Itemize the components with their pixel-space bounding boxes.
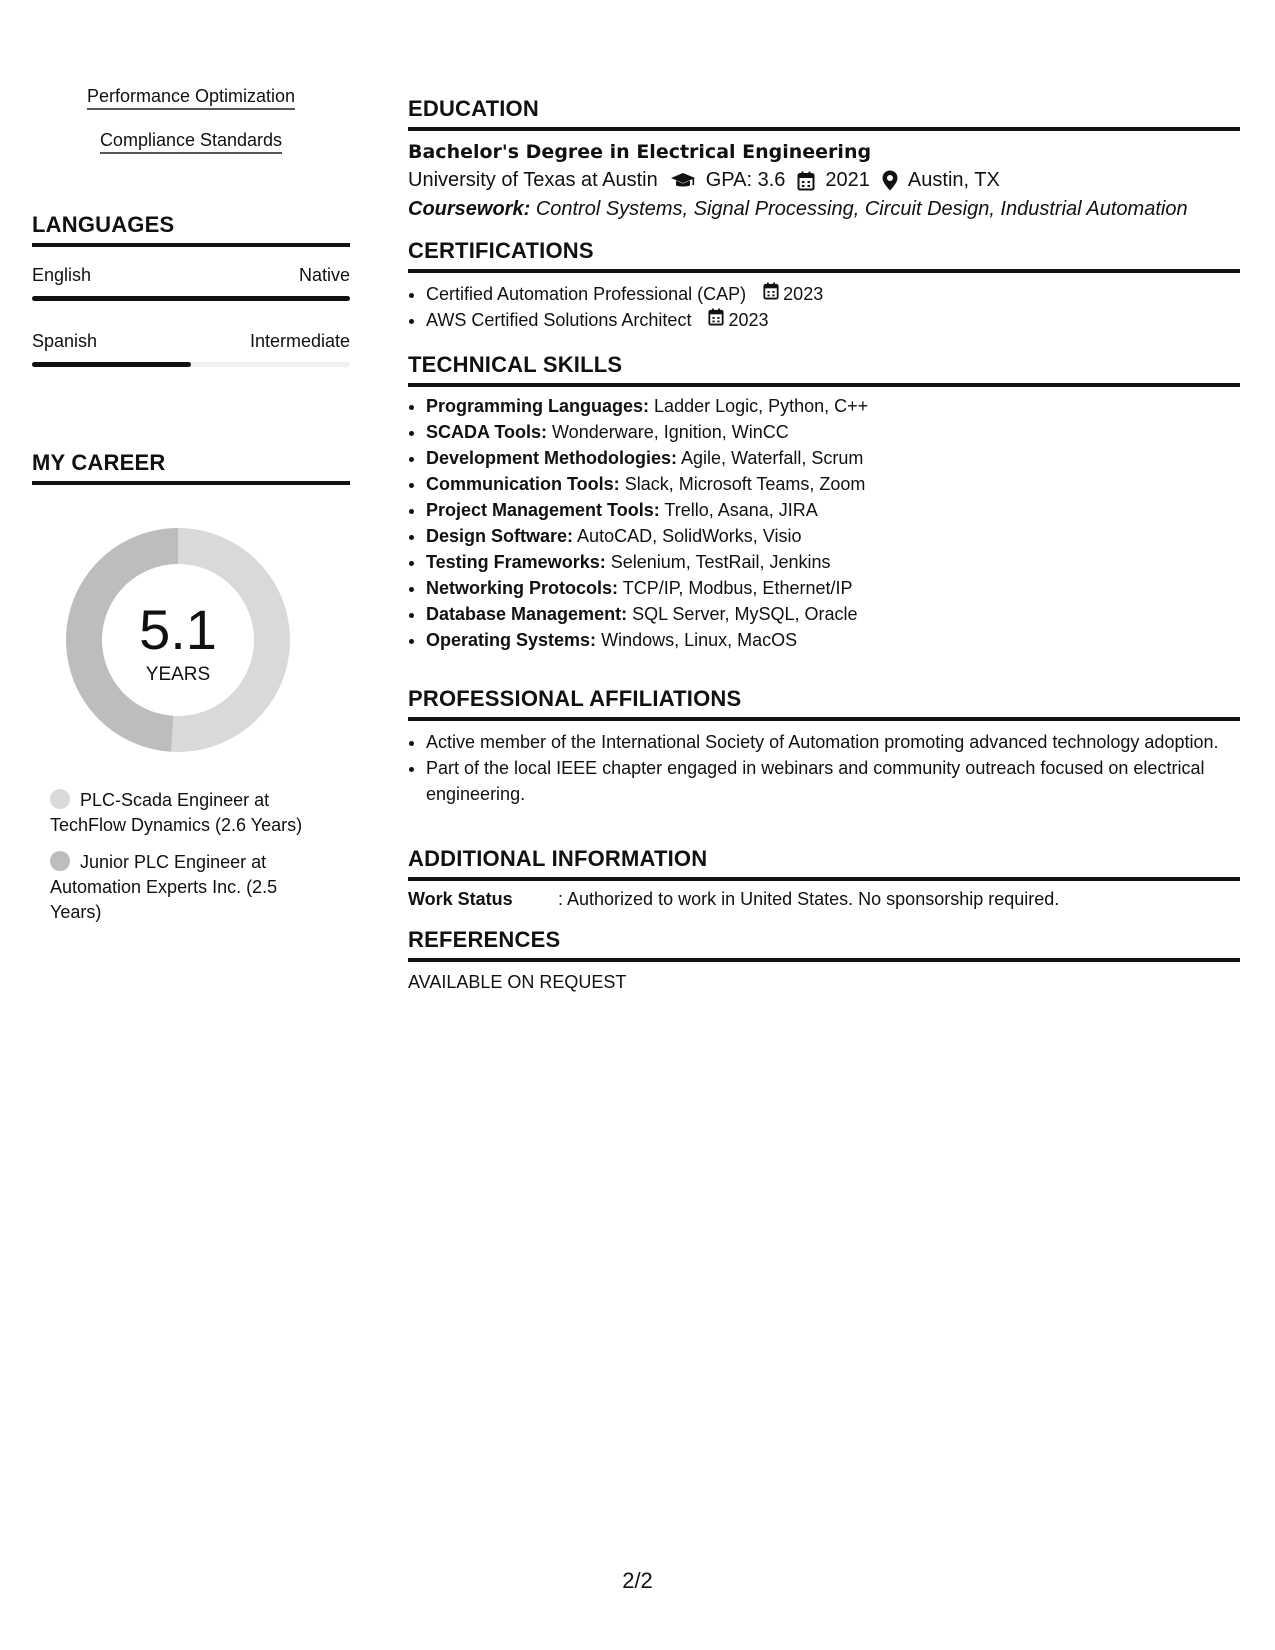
career-total-unit: YEARS — [145, 664, 211, 685]
skill-value: Agile, Waterfall, Scrum — [681, 448, 864, 468]
page-number: 2/2 — [622, 1568, 653, 1593]
language-level: Native — [298, 265, 350, 285]
language-row — [32, 331, 350, 352]
gpa: GPA: 3.6 — [705, 169, 786, 191]
skill-item — [426, 419, 1240, 445]
graduation-year: 2021 — [825, 169, 870, 191]
skill-label: Testing Frameworks: — [426, 552, 606, 572]
skill-item — [426, 497, 1240, 523]
skill-item — [426, 445, 1240, 471]
technical-skills-section — [408, 352, 1240, 653]
certification-year: 2023 — [783, 284, 824, 304]
coursework — [408, 198, 1240, 221]
skill-label: Development Methodologies: — [426, 448, 678, 468]
legend-swatch — [50, 851, 70, 871]
calendar-icon — [763, 282, 779, 300]
skill-tag: Performance Optimization — [87, 86, 295, 110]
skill-tag-row — [32, 130, 350, 154]
school-location: Austin, TX — [907, 169, 1000, 191]
certification-name: AWS Certified Solutions Architect — [426, 310, 692, 330]
references-title: REFERENCES — [408, 927, 1240, 962]
additional-info-section — [408, 846, 1240, 910]
affiliations-section — [408, 686, 1240, 807]
language-spanish — [32, 331, 350, 367]
language-proficiency-bar — [32, 296, 350, 301]
map-pin-icon — [882, 170, 898, 191]
skill-value: TCP/IP, Modbus, Ethernet/IP — [622, 578, 853, 598]
certifications-title: CERTIFICATIONS — [408, 238, 1240, 273]
affiliation-item: • Part of the local IEEE chapter engaged in webinars and community outreach focused on electrical engineering. — [426, 755, 1240, 807]
career-role: Junior PLC Engineer at Automation Experts Inc. (2.5 Years) — [50, 852, 278, 922]
skill-value: Slack, Microsoft Teams, Zoom — [624, 474, 866, 494]
career-legend — [50, 788, 320, 925]
language-proficiency-fill — [32, 362, 191, 367]
language-english — [32, 265, 350, 301]
language-row — [32, 265, 350, 286]
skill-tag-row — [32, 86, 350, 110]
calendar-icon — [797, 171, 815, 191]
career-donut — [66, 528, 290, 752]
education-section — [408, 96, 1240, 221]
additional-info-title: ADDITIONAL INFORMATION — [408, 846, 1240, 881]
affiliation-item: • Active member of the International Society of Automation promoting advanced technology adoption. — [426, 729, 1240, 755]
skill-item — [426, 627, 1240, 653]
certification-item — [426, 307, 1240, 333]
references-section — [408, 927, 1240, 993]
language-name: English — [32, 265, 92, 285]
technical-skills-list — [408, 393, 1240, 653]
skill-label: SCADA Tools: — [426, 422, 547, 442]
affiliations-title: PROFESSIONAL AFFILIATIONS — [408, 686, 1240, 721]
skill-item — [426, 523, 1240, 549]
skill-tag: Compliance Standards — [100, 130, 282, 154]
language-level: Intermediate — [249, 331, 350, 351]
skill-label: Project Management Tools: — [426, 500, 660, 520]
certification-name: Certified Automation Professional (CAP) — [426, 284, 747, 304]
school-name: University of Texas at Austin — [408, 169, 658, 191]
coursework-label: Coursework: — [408, 198, 531, 220]
education-title: EDUCATION — [408, 96, 1240, 131]
degree-title: Bachelor's Degree in Electrical Engineering — [408, 141, 872, 163]
certification-year: 2023 — [728, 310, 769, 330]
work-status-value: : Authorized to work in United States. No sponsorship required. — [558, 889, 1060, 909]
skill-item — [426, 471, 1240, 497]
graduation-cap-icon — [670, 172, 696, 190]
skill-item — [426, 601, 1240, 627]
career-section — [32, 450, 350, 485]
skill-label: Networking Protocols: — [426, 578, 619, 598]
language-name: Spanish — [32, 331, 98, 351]
affiliations-list — [408, 729, 1240, 807]
career-legend-item — [50, 788, 320, 838]
skill-value: AutoCAD, SolidWorks, Visio — [577, 526, 802, 546]
skill-value: SQL Server, MySQL, Oracle — [632, 604, 858, 624]
coursework-list: Control Systems, Signal Processing, Circuit Design, Industrial Automation — [535, 198, 1188, 220]
career-total-value: 5.1 — [139, 598, 217, 661]
skill-label: Design Software: — [426, 526, 574, 546]
certifications-section — [408, 238, 1240, 333]
language-proficiency-bar — [32, 362, 350, 367]
education-meta — [408, 169, 1240, 192]
skill-value: Ladder Logic, Python, C++ — [654, 396, 869, 416]
skill-label: Communication Tools: — [426, 474, 620, 494]
skill-item — [426, 575, 1240, 601]
work-status-label: Work Status — [408, 889, 513, 909]
skill-label: Operating Systems: — [426, 630, 597, 650]
languages-title: LANGUAGES — [32, 212, 350, 247]
skill-label: Programming Languages: — [426, 396, 650, 416]
skill-item — [426, 393, 1240, 419]
legend-swatch — [50, 789, 70, 809]
skill-value: Wonderware, Ignition, WinCC — [552, 422, 789, 442]
skill-item — [426, 549, 1240, 575]
certification-item — [426, 281, 1240, 307]
language-proficiency-fill — [32, 296, 350, 301]
calendar-icon — [708, 308, 724, 326]
languages-section — [32, 212, 350, 367]
skill-label: Database Management: — [426, 604, 628, 624]
references-text: AVAILABLE ON REQUEST — [408, 972, 627, 992]
skill-value: Trello, Asana, JIRA — [664, 500, 818, 520]
career-legend-item — [50, 850, 320, 925]
work-status-row — [408, 889, 1240, 910]
skill-value: Selenium, TestRail, Jenkins — [610, 552, 831, 572]
technical-skills-title: TECHNICAL SKILLS — [408, 352, 1240, 387]
career-role: PLC-Scada Engineer at TechFlow Dynamics (2.6 Years) — [50, 790, 303, 835]
career-title: MY CAREER — [32, 450, 350, 485]
skill-value: Windows, Linux, MacOS — [601, 630, 798, 650]
certifications-list — [408, 281, 1240, 333]
